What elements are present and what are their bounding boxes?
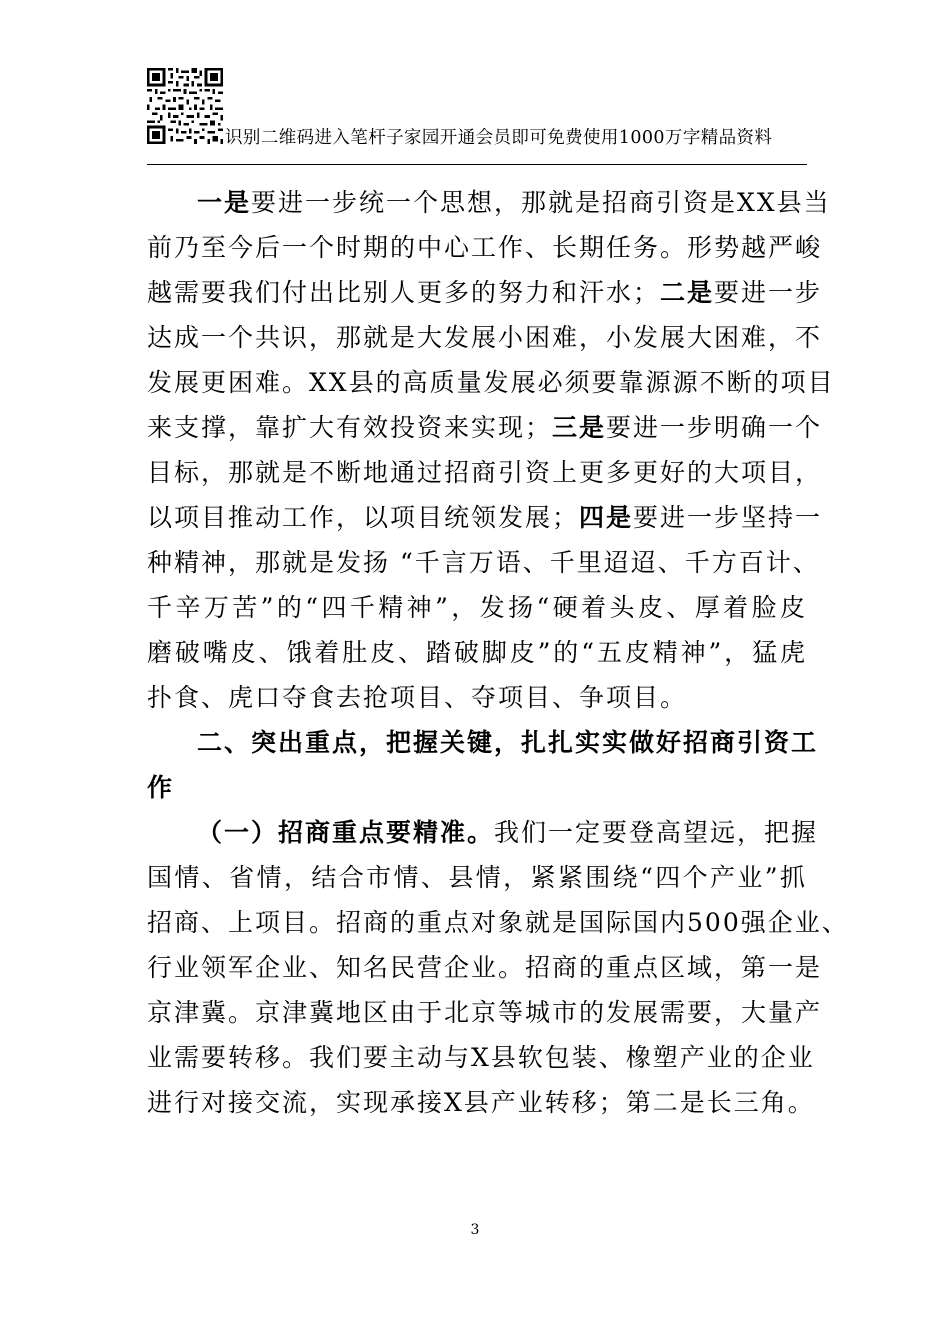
paragraph-line: 种精神，那就是发扬 “千言万语、千里迢迢、千方百计、 [147,548,820,577]
paragraph-line: 发展更困难。XX县的高质量发展必须要靠源源不断的项目 [147,368,835,397]
section-heading: 二、突出重点，把握关键，扎扎实实做好招商引资工 [197,728,819,757]
paragraph-line: 进行对接交流，实现承接X县产业转移；第二是长三角。 [147,1088,815,1117]
paragraph-line: 以项目推动工作，以项目统领发展；四是要进一步坚持一 [147,503,823,532]
paragraph-line: 磨破嘴皮、饿着肚皮、踏破脚皮”的“五皮精神”，猛虎 [147,638,807,667]
paragraph-line: 扑食、虎口夺食去抢项目、夺项目、争项目。 [147,683,688,712]
paragraph-line: 来支撑，靠扩大有效投资来实现；三是要进一步明确一个 [147,413,823,442]
page-number: 3 [470,1222,480,1238]
emphasis-text: 三是 [552,413,607,442]
paragraph-line: 千辛万苦”的“四千精神”，发扬“硬着头皮、厚着脸皮 [147,593,807,622]
paragraph-line: 越需要我们付出比别人更多的努力和汗水；二是要进一步 [147,278,823,307]
paragraph-line: （一）招商重点要精准。我们一定要登高望远，把握 [197,818,819,847]
subheading-text: （一）招商重点要精准。 [197,818,495,847]
banner-text: 识别二维码进入笔杆子家园开通会员即可免费使用1000万字精品资料 [225,128,773,148]
paragraph-line: 达成一个共识，那就是大发展小困难，小发展大困难，不 [147,323,823,352]
qr-code-icon[interactable] [147,68,223,144]
document-body [147,180,849,1125]
paragraph-line: 业需要转移。我们要主动与X县软包装、橡塑产业的企业 [147,1043,815,1072]
paragraph-line: 前乃至今后一个时期的中心工作、长期任务。形势越严峻 [147,233,823,262]
section-heading: 作 [147,773,175,802]
paragraph-line: 招商、上项目。招商的重点对象就是国际国内500强企业、 [147,908,849,937]
emphasis-text: 一是 [197,188,252,217]
paragraph-line: 目标，那就是不断地通过招商引资上更多更好的大项目， [147,458,823,487]
paragraph-line: 一是要进一步统一个思想，那就是招商引资是XX县当 [197,188,831,217]
emphasis-text: 二是 [660,278,715,307]
paragraph-line: 国情、省情，结合市情、县情，紧紧围绕“四个产业”抓 [147,863,807,892]
page-header [147,68,807,164]
header-divider [147,164,807,165]
paragraph-line: 京津冀。京津冀地区由于北京等城市的发展需要，大量产 [147,998,823,1027]
emphasis-text: 四是 [579,503,634,532]
paragraph-line: 行业领军企业、知名民营企业。招商的重点区域，第一是 [147,953,823,982]
